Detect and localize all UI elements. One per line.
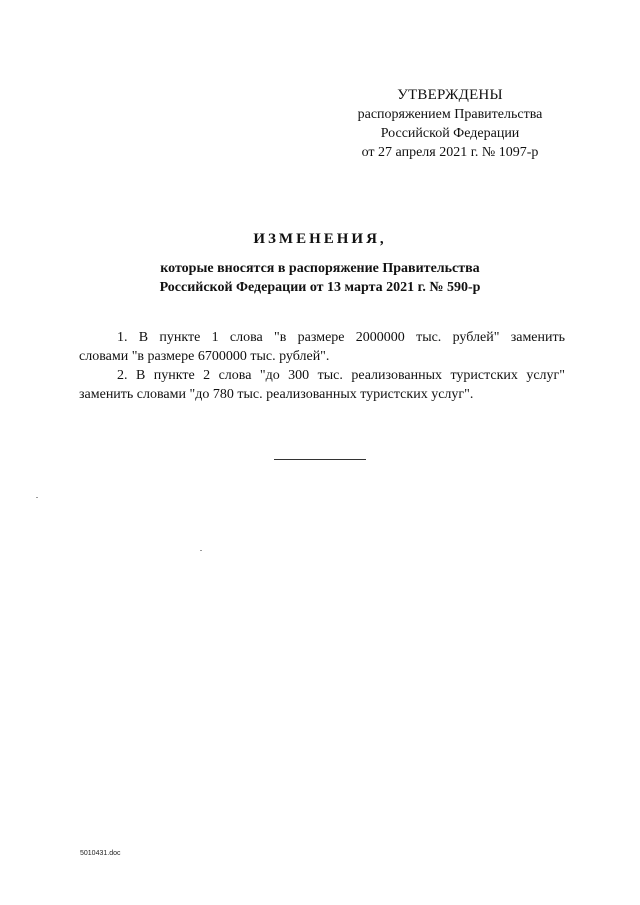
approval-block xyxy=(330,86,570,162)
amendment-item-2-line-2: заменить словами "до 780 тыс. реализованных туристских услуг". xyxy=(79,387,474,402)
amendment-item-1 xyxy=(79,328,565,366)
amendment-item-1-line-2: словами "в размере 6700000 тыс. рублей". xyxy=(79,349,330,364)
subtitle-line-1: которые вносятся в распоряжение Правительства xyxy=(160,261,480,276)
subtitle-line-2: Российской Федерации от 13 марта 2021 г. № 590-р xyxy=(159,280,481,295)
amendment-item-2 xyxy=(79,366,565,404)
document-subtitle xyxy=(100,259,540,297)
amendment-item-2-line-1: 2. В пункте 2 слова "до 300 тыс. реализованных туристских услуг" xyxy=(117,368,565,383)
approval-line-1: распоряжением Правительства xyxy=(357,107,543,122)
scan-speck xyxy=(200,550,202,551)
document-title: ИЗМЕНЕНИЯ, xyxy=(253,231,387,247)
approval-title: УТВЕРЖДЕНЫ xyxy=(397,87,503,103)
approval-line-2: Российской Федерации xyxy=(380,126,520,141)
document-body xyxy=(79,328,565,404)
closing-separator-line xyxy=(274,459,366,460)
approval-line-3: от 27 апреля 2021 г. № 1097-р xyxy=(361,145,539,160)
scan-speck xyxy=(36,497,38,498)
amendment-item-1-line-1: 1. В пункте 1 слова "в размере 2000000 тыс. рублей" заменить xyxy=(117,330,565,345)
file-code: 5010431.doc xyxy=(80,850,121,857)
